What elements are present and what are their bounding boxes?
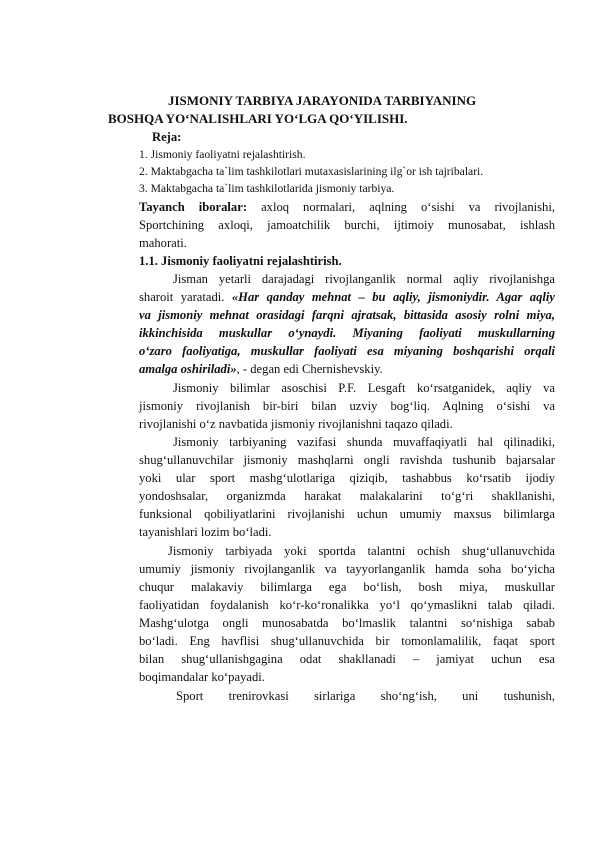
keywords-label: Tayanch iboralar:: [139, 200, 248, 214]
paragraph-5-line-1: Sport trenirovkasi sirlariga sho‘ng‘ish, uni tushunish,: [176, 689, 555, 703]
keywords-text-1: axloq normalari, aqlning o‘sishi va rivojlanishi,: [261, 200, 556, 214]
paragraph-2-line-1: Jismoniy bilimlar asoschisi P.F. Lesgaft ko‘rsatganidek, aqliy va: [173, 381, 555, 395]
paragraph-3-line-5: funksional qobiliyatlarini rivojlanishi uchun umumiy maxsus bilimlarga: [139, 507, 555, 521]
paragraph-1-line-6: [139, 360, 383, 378]
paragraph-1-line-5: o‘zaro faoliyatiga, muskullar faoliyati esa miyaning boshqarishi orqali: [139, 344, 555, 358]
paragraph-1-line-3: va jismoniy mehnat orasidagi farqni ajratsak, bittasida asosiy rolni miya,: [139, 308, 555, 322]
paragraph-1-line-2: [139, 288, 555, 306]
paragraph-4-line-3: chuqur malakaviy bilimlarga ega bo‘lish, bosh miya, muskullar: [139, 580, 555, 594]
paragraph-4-line-6: bo‘ladi. Eng havflisi shug‘ullanuvchida bir tomonlamalilik, faqat sport: [139, 634, 555, 648]
paragraph-3-line-4: yondoshsalar, organizmda harakat malakalarini to‘g‘ri shakllanishi,: [139, 489, 555, 503]
paragraph-3-line-2: shug‘ullanuvchilar jismoniy mashqlarni ongli ravishda tushunib bajarsalar: [139, 453, 555, 467]
paragraph-4-line-7: bilan shug‘ullanishgagina odat shakllanadi – jamiyat uchun esa: [139, 652, 555, 666]
paragraph-1-line-2-plain: sharoit yaratadi.: [139, 290, 232, 304]
document-title-line-2: BOSHQA YO‘NALISHLARI YO‘LGA QO‘YILISHI.: [108, 111, 408, 126]
plan-heading: Reja:: [152, 130, 182, 144]
paragraph-3-line-6: tayanishlari lozim bo‘ladi.: [139, 525, 272, 539]
quote-start: «Har qanday mehnat – bu aqliy, jismoniydir. Agar aqliy: [231, 290, 555, 304]
paragraph-4-line-2: umumiy jismoniy rivojlanganlik va tayyorlanganlik hamda soha bo‘yicha: [139, 562, 555, 576]
keywords-line-1: [139, 198, 555, 216]
quote-end: amalga oshiriladi»: [139, 362, 237, 376]
section-heading: 1.1. Jismoniy faoliyatni rejalashtirish.: [139, 254, 342, 268]
plan-item-3: 3. Maktabgacha ta`lim tashkilotlarida jismoniy tarbiya.: [139, 182, 395, 195]
paragraph-4-line-5: Mashg‘ulotga ongli munosabatda bo‘lmaslik talantni so‘nishiga sabab: [139, 616, 555, 630]
document-title-line-1: JISMONIY TARBIYA JARAYONIDA TARBIYANING: [168, 93, 477, 108]
paragraph-2-line-2: jismoniy rivojlanish bir-biri bilan uzviy bog‘liq. Aqlning o‘sishi va: [139, 399, 555, 413]
plan-item-1: 1. Jismoniy faoliyatni rejalashtirish.: [139, 148, 306, 161]
keywords-line-2: Sportchining axloqi, jamoatchilik burchi, ijtimoiy munosabat, ishlash: [139, 218, 555, 232]
paragraph-1-line-1: Jisman yetarli darajadagi rivojlanganlik normal aqliy rivojlanishga: [173, 272, 555, 286]
quote-attribution: , - degan edi Chernishevskiy.: [236, 362, 383, 376]
paragraph-4-line-4: faoliyatidan foydalanish ko‘r-ko‘ronalikka yo‘l qo‘ymaslikni talab qiladi.: [139, 598, 555, 612]
keywords-line-3: mahorati.: [139, 236, 187, 250]
paragraph-1-line-4: ikkinchisida muskullar o‘ynaydi. Miyaning faoliyati muskullarning: [139, 326, 555, 340]
paragraph-4-line-1: Jismoniy tarbiyada yoki sportda talantni ochish shug‘ullanuvchida: [168, 544, 555, 558]
paragraph-2-line-3: rivojlanishi o‘z navbatida jismoniy rivojlanishni taqazo qiladi.: [139, 417, 453, 431]
paragraph-3-line-3: yoki ular sport mashg‘ulotlariga qiziqib, tashabbus ko‘rsatib ijodiy: [139, 471, 555, 485]
paragraph-3-line-1: Jismoniy tarbiyaning vazifasi shunda muvaffaqiyatli hal qilinadiki,: [173, 435, 555, 449]
paragraph-4-line-8: boqimandalar ko‘payadi.: [139, 670, 265, 684]
plan-item-2: 2. Maktabgacha ta`lim tashkilotlari mutaxasislarining ilg`or ish tajribalari.: [139, 165, 484, 178]
